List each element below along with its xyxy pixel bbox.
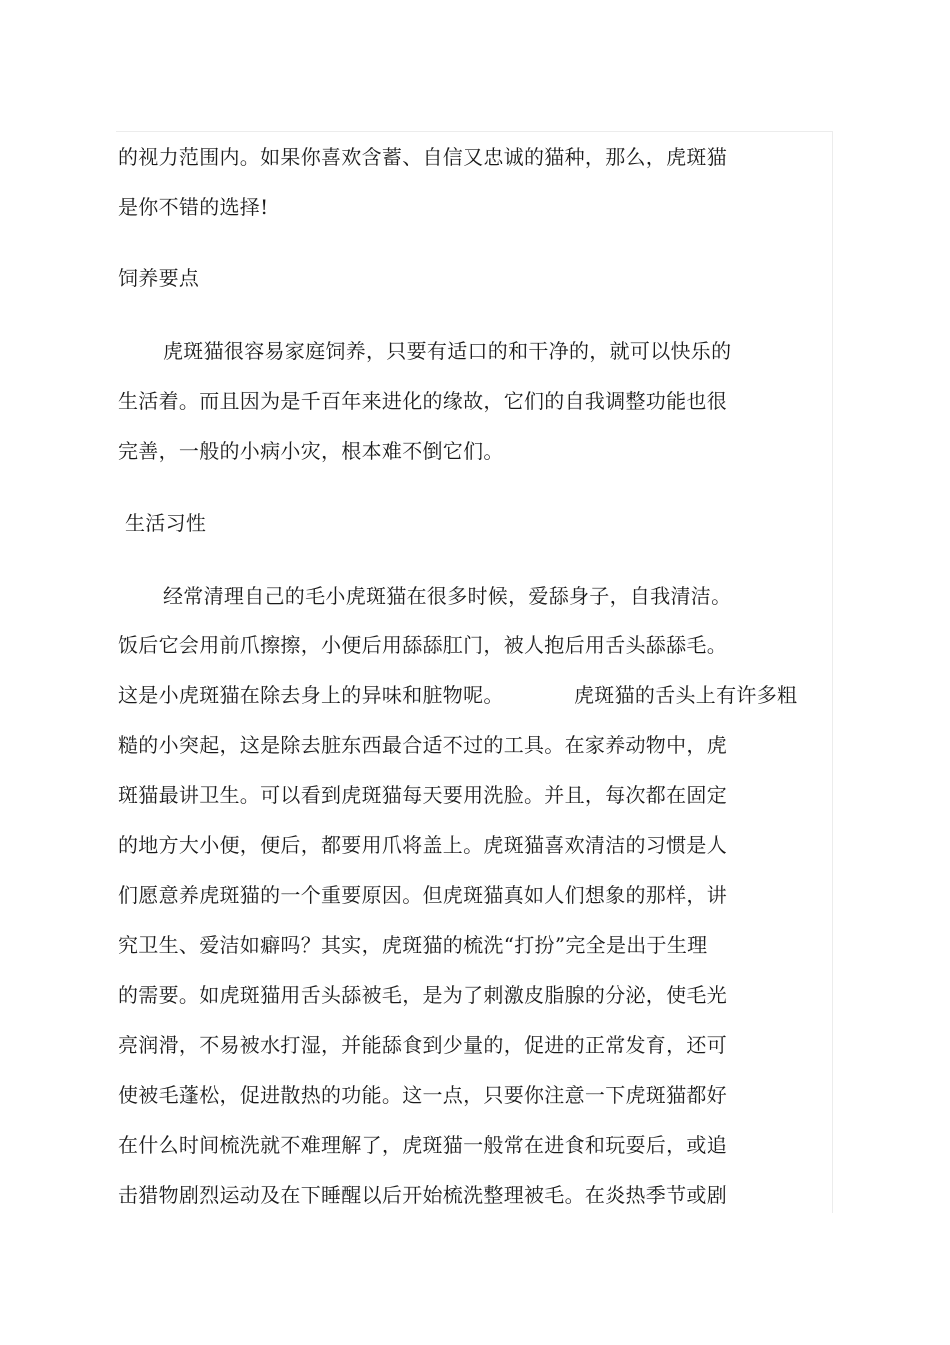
habits-line-13: 击猎物剧烈运动及在下睡醒以后开始梳洗整理被毛。在炎热季节或剧 xyxy=(118,1183,727,1207)
section-heading-feeding: 饲养要点 xyxy=(118,266,200,290)
habits-line-1: 经常清理自己的毛小虎斑猫在很多时候，爱舔身子，自我清洁。 xyxy=(163,584,732,608)
habits-line-3a: 这是小虎斑猫在除去身上的异味和脏物呢。 xyxy=(118,683,504,707)
habits-line-9: 的需要。如虎斑猫用舌头舔被毛，是为了刺激皮脂腺的分泌，使毛光 xyxy=(118,983,727,1007)
habits-line-5: 斑猫最讲卫生。可以看到虎斑猫每天要用洗脸。并且，每次都在固定 xyxy=(118,783,727,807)
feeding-line-3: 完善，一般的小病小灾，根本难不倒它们。 xyxy=(118,439,504,463)
intro-line-2: 是你不错的选择! xyxy=(118,195,269,219)
habits-line-4: 糙的小突起，这是除去脏东西最合适不过的工具。在家养动物中，虎 xyxy=(118,733,727,757)
habits-line-12: 在什么时间梳洗就不难理解了，虎斑猫一般常在进食和玩耍后，或追 xyxy=(118,1133,727,1157)
intro-line-1: 的视力范围内。如果你喜欢含蓄、自信又忠诚的猫种，那么，虎斑猫 xyxy=(118,145,727,169)
habits-line-6: 的地方大小便，便后，都要用爪将盖上。虎斑猫喜欢清洁的习惯是人 xyxy=(118,833,727,857)
habits-line-10: 亮润滑，不易被水打湿，并能舔食到少量的，促进的正常发育，还可 xyxy=(118,1033,727,1057)
habits-line-3b: 虎斑猫的舌头上有许多粗 xyxy=(574,683,798,707)
feeding-line-1: 虎斑猫很容易家庭饲养，只要有适口的和干净的，就可以快乐的 xyxy=(163,339,732,363)
habits-line-11: 使被毛蓬松，促进散热的功能。这一点，只要你注意一下虎斑猫都好 xyxy=(118,1083,727,1107)
habits-line-7: 们愿意养虎斑猫的一个重要原因。但虎斑猫真如人们想象的那样，讲 xyxy=(118,883,727,907)
section-heading-habits: 生活习性 xyxy=(125,511,207,535)
habits-line-2: 饭后它会用前爪擦擦，小便后用舔舔肛门，被人抱后用舌头舔舔毛。 xyxy=(118,633,727,657)
feeding-line-2: 生活着。而且因为是千百年来进化的缘故，它们的自我调整功能也很 xyxy=(118,389,727,413)
habits-line-8: 究卫生、爱洁如癖吗？其实，虎斑猫的梳洗“打扮”完全是出于生理 xyxy=(118,933,708,957)
